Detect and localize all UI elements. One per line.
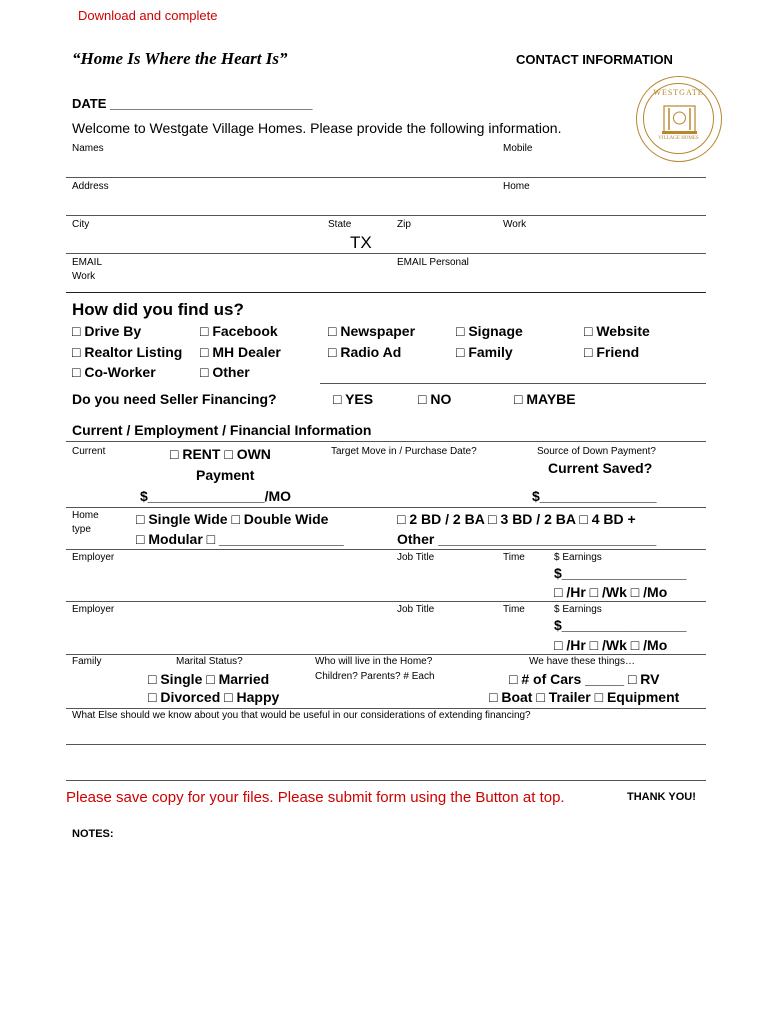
family-label: Family [72, 656, 102, 667]
earnings-label: $ Earnings [554, 604, 602, 615]
divider [66, 507, 706, 508]
westgate-logo [636, 76, 722, 162]
option-radio-ad[interactable]: □ Radio Ad [328, 344, 402, 360]
employment-heading: Current / Employment / Financial Information [72, 422, 372, 438]
boat-trailer-options[interactable]: □ Boat □ Trailer □ Equipment [489, 689, 680, 705]
saved-field[interactable]: $_______________ [532, 488, 657, 504]
earnings-field[interactable]: $________________ [554, 565, 687, 581]
cars-rv-options[interactable]: □ # of Cars _____ □ RV [509, 671, 660, 687]
option-drive-by[interactable]: □ Drive By [72, 323, 142, 339]
email-personal-label: EMAIL Personal [397, 257, 469, 268]
home-type-label-2: type [72, 524, 91, 535]
rent-own-options[interactable]: □ RENT □ OWN [170, 446, 271, 462]
divider [66, 441, 706, 442]
email-work-label-2: Work [72, 271, 96, 282]
what-else-label: What Else should we know about you that would be useful in our considerations of extending financing? [72, 710, 531, 721]
single-married-options[interactable]: □ Single □ Married [148, 671, 270, 687]
work-label: Work [503, 219, 527, 230]
city-label: City [72, 219, 90, 230]
divider [66, 601, 706, 602]
zip-label: Zip [397, 219, 411, 230]
download-link[interactable]: Download and complete [78, 8, 218, 23]
seller-financing-question: Do you need Seller Financing? [72, 391, 277, 407]
current-saved-label: Current Saved? [548, 460, 653, 476]
notes-label: NOTES: [72, 828, 114, 840]
contact-info-heading: CONTACT INFORMATION [516, 52, 673, 67]
earnings-label: $ Earnings [554, 552, 602, 563]
option-maybe[interactable]: □ MAYBE [514, 391, 576, 407]
option-friend[interactable]: □ Friend [584, 344, 640, 360]
names-label: Names [72, 143, 104, 154]
logo-text-top: WESTGATE [653, 88, 704, 97]
divider [66, 708, 706, 709]
option-yes[interactable]: □ YES [333, 391, 374, 407]
divider [66, 253, 706, 254]
bedroom-options[interactable]: □ 2 BD / 2 BA □ 3 BD / 2 BA □ 4 BD + [397, 511, 636, 527]
find-us-heading: How did you find us? [72, 300, 244, 319]
have-things-label: We have these things… [529, 656, 635, 667]
divider [66, 654, 706, 655]
option-family[interactable]: □ Family [456, 344, 513, 360]
divider [66, 215, 706, 216]
form-title: “Home Is Where the Heart Is” [72, 49, 288, 68]
logo-text-bottom: VILLAGE HOMES [658, 136, 699, 141]
option-website[interactable]: □ Website [584, 323, 650, 339]
single-double-options[interactable]: □ Single Wide □ Double Wide [136, 511, 329, 527]
answer-line[interactable] [66, 744, 706, 745]
home-type-label: Home [72, 510, 99, 521]
employer-label: Employer [72, 552, 115, 563]
divider [320, 383, 706, 384]
divider [66, 292, 706, 293]
job-title-label: Job Title [397, 552, 435, 563]
job-title-label: Job Title [397, 604, 435, 615]
option-other[interactable]: □ Other [200, 364, 250, 380]
payment-label: Payment [196, 467, 255, 483]
save-note: Please save copy for your files. Please submit form using the Button at top. [66, 789, 565, 806]
address-label: Address [72, 181, 109, 192]
time-label: Time [503, 604, 525, 615]
thank-you: THANK YOU! [627, 791, 696, 803]
target-move-label: Target Move in / Purchase Date? [331, 446, 477, 457]
divorced-happy-options[interactable]: □ Divorced □ Happy [148, 689, 280, 705]
welcome-text: Welcome to Westgate Village Homes. Please provide the following information. [72, 120, 562, 136]
payment-field[interactable]: $_______________/MO [140, 488, 292, 504]
source-down-label: Source of Down Payment? [537, 446, 656, 457]
children-parents-label: Children? Parents? # Each [315, 671, 435, 682]
mobile-label: Mobile [503, 143, 533, 154]
state-value[interactable]: TX [350, 233, 372, 252]
earnings-field[interactable]: $________________ [554, 617, 687, 633]
modular-options[interactable]: □ Modular □ ________________ [136, 531, 344, 547]
option-facebook[interactable]: □ Facebook [200, 323, 278, 339]
answer-line[interactable] [66, 780, 706, 781]
option-signage[interactable]: □ Signage [456, 323, 523, 339]
home-label: Home [503, 181, 530, 192]
state-label: State [328, 219, 352, 230]
employer-label: Employer [72, 604, 115, 615]
divider [66, 549, 706, 550]
date-field[interactable]: DATE ____________________________ [72, 96, 313, 111]
divider [66, 177, 706, 178]
option-newspaper[interactable]: □ Newspaper [328, 323, 416, 339]
pay-period-options[interactable]: □ /Hr □ /Wk □ /Mo [554, 637, 668, 653]
pay-period-options[interactable]: □ /Hr □ /Wk □ /Mo [554, 584, 668, 600]
option-no[interactable]: □ NO [418, 391, 452, 407]
option-realtor-listing[interactable]: □ Realtor Listing [72, 344, 183, 360]
who-live-label: Who will live in the Home? [315, 656, 433, 667]
time-label: Time [503, 552, 525, 563]
current-label: Current [72, 446, 106, 457]
other-field[interactable]: Other ____________________________ [397, 531, 657, 547]
option-co-worker[interactable]: □ Co-Worker [72, 364, 156, 380]
email-work-label: EMAIL [72, 257, 103, 268]
logo-house-icon [644, 84, 715, 155]
marital-status-label: Marital Status? [176, 656, 243, 667]
option-mh-dealer[interactable]: □ MH Dealer [200, 344, 281, 360]
